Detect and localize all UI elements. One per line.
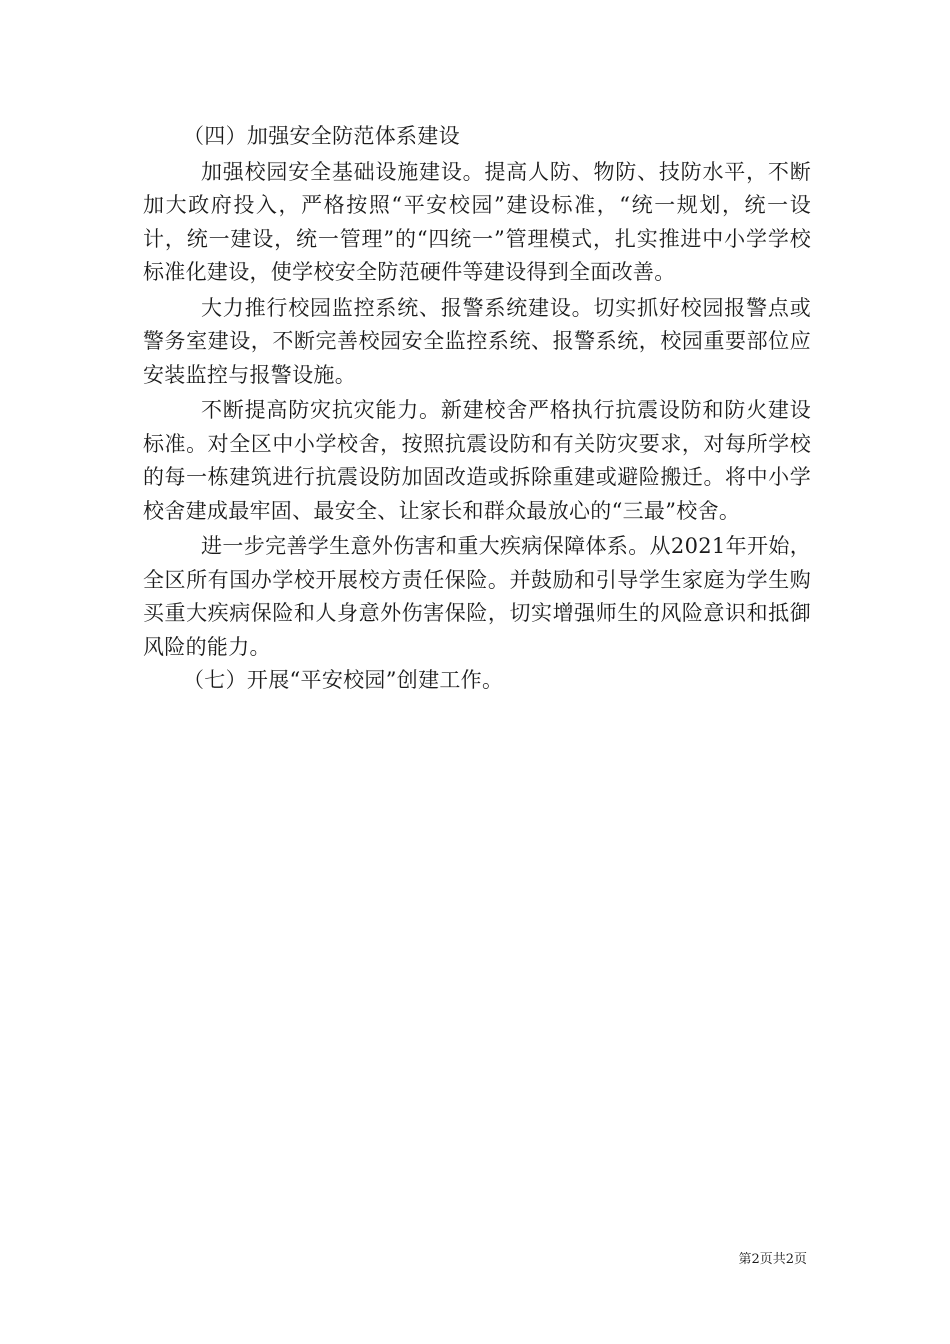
section-heading-7: （七）开展“平安校园”创建工作。 (183, 668, 504, 692)
page-number-footer: 第2页共2页 (738, 1252, 807, 1267)
paragraph-infrastructure: 加强校园安全基础设施建设。提高人防、物防、技防水平，不断加大政府投入，严格按照“平安校园”建设标准，“统一规划，统一设计，统一建设，统一管理”的“四统一”管理模式，扎实推进中小学学校标准化建设，使学校安全防范硬件等建设得到全面改善。 (143, 159, 811, 284)
section-heading-4: （四）加强安全防范体系建设 (183, 124, 460, 148)
paragraph-insurance: 进一步完善学生意外伤害和重大疾病保障体系。从2021年开始，全区所有国办学校开展校方责任保险。并鼓励和引导学生家庭为学生购买重大疾病保险和人身意外伤害保险，切实增强师生的风险意识和抵御风险的能力。 (143, 534, 811, 659)
paragraph-monitoring: 大力推行校园监控系统、报警系统建设。切实抓好校园报警点或警务室建设，不断完善校园安全监控系统、报警系统，校园重要部位应安装监控与报警设施。 (143, 295, 811, 387)
paragraph-disaster-prevention: 不断提高防灾抗灾能力。新建校舍严格执行抗震设防和防火建设标准。对全区中小学校舍，按照抗震设防和有关防灾要求，对每所学校的每一栋建筑进行抗震设防加固改造或拆除重建或避险搬迁。将中小学校舍建成最牢固、最安全、让家长和群众最放心的“三最”校舍。 (143, 398, 811, 523)
document-body (143, 120, 811, 698)
